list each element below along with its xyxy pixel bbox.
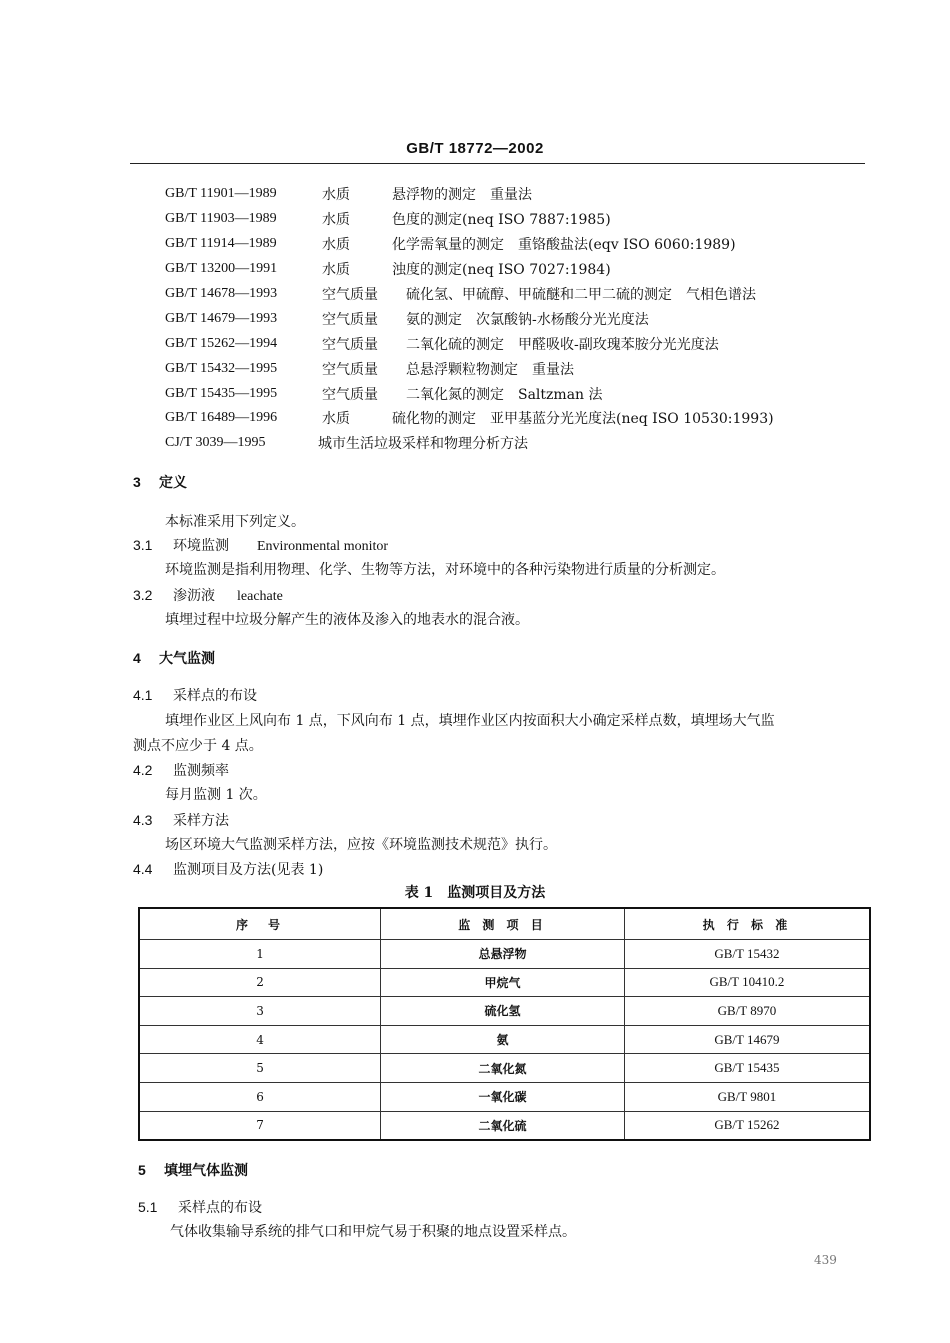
reference-category: 空气质量 — [322, 361, 378, 378]
reference-category: 水质 — [322, 187, 350, 204]
row-number: 7 — [139, 1111, 381, 1140]
reference-item — [165, 306, 774, 331]
page-number: 439 — [814, 1253, 837, 1267]
reference-code: GB/T 15435—1995 — [165, 385, 278, 401]
section-5-1-text: 气体收集输导系统的排气口和甲烷气易于积聚的地点设置采样点。 — [170, 1224, 576, 1240]
reference-title: 氨的测定 次氯酸钠-水杨酸分光光度法 — [406, 311, 649, 328]
reference-category: 空气质量 — [322, 287, 378, 303]
reference-code: GB/T 14678—1993 — [165, 286, 278, 301]
section-5-heading: 5 填埋气体监测 — [138, 1162, 248, 1179]
reference-category: 水质 — [322, 212, 350, 229]
row-standard: GB/T 15262 — [624, 1111, 870, 1140]
section-4-1-text-line-2: 测点不应少于 4 点。 — [133, 738, 263, 754]
row-number: 2 — [139, 968, 381, 997]
section-4-2-heading: 4.2 监测频率 — [133, 762, 229, 779]
reference-title: 二氧化氮的测定 Saltzman 法 — [406, 386, 603, 403]
reference-category: 空气质量 — [322, 336, 378, 353]
row-number: 6 — [139, 1082, 381, 1111]
reference-code: GB/T 13200—1991 — [165, 261, 278, 277]
reference-category: 水质 — [322, 411, 350, 428]
definition-3-2-text: 填埋过程中垃圾分解产生的液体及渗入的地表水的混合液。 — [165, 612, 529, 628]
reference-title: 色度的测定(neq ISO 7887:1985) — [392, 212, 611, 229]
reference-title: 总悬浮颗粒物测定 重量法 — [406, 361, 574, 378]
reference-item — [165, 406, 774, 431]
section-3-intro: 本标准采用下列定义。 — [165, 514, 305, 530]
row-item: 二氧化硫 — [381, 1111, 625, 1140]
reference-item — [165, 282, 774, 307]
table-row — [139, 940, 870, 969]
reference-category: 空气质量 — [322, 386, 378, 403]
table-row — [139, 1082, 870, 1111]
row-standard: GB/T 15435 — [624, 1054, 870, 1083]
reference-code: CJ/T 3039—1995 — [165, 435, 266, 451]
row-item: 氨 — [381, 1025, 625, 1054]
reference-code: GB/T 14679—1993 — [165, 310, 278, 326]
row-number: 4 — [139, 1025, 381, 1054]
row-standard: GB/T 14679 — [624, 1025, 870, 1054]
reference-code: GB/T 16489—1996 — [165, 410, 278, 426]
table-caption: 表 1 监测项目及方法 — [404, 885, 546, 901]
column-header-number: 序 号 — [139, 908, 381, 940]
table-header-row — [139, 908, 870, 940]
monitoring-table — [138, 907, 871, 1141]
section-4-4-heading: 4.4 监测项目及方法(见表 1) — [133, 861, 324, 878]
row-item: 二氧化氮 — [381, 1054, 625, 1083]
reference-code: GB/T 15262—1994 — [165, 335, 278, 351]
reference-item — [165, 431, 774, 456]
reference-code: GB/T 15432—1995 — [165, 360, 278, 376]
reference-item — [165, 356, 774, 381]
section-5-1-heading: 5.1 采样点的布设 — [138, 1199, 262, 1216]
section-4-1-heading: 4.1 采样点的布设 — [133, 687, 257, 704]
reference-title: 浊度的测定(neq ISO 7027:1984) — [392, 262, 611, 279]
reference-title: 悬浮物的测定 重量法 — [392, 187, 532, 204]
table-row — [139, 997, 870, 1026]
reference-title: 城市生活垃圾采样和物理分析方法 — [318, 436, 528, 453]
reference-category: 水质 — [322, 237, 350, 254]
row-number: 3 — [139, 997, 381, 1026]
section-4-1-text-line-1: 填埋作业区上风向布 1 点，下风向布 1 点，填埋作业区内按面积大小确定采样点数，填埋场大气监 — [165, 713, 775, 729]
row-item: 一氧化碳 — [381, 1082, 625, 1111]
section-3-heading: 3 定义 — [133, 474, 187, 491]
row-item: 甲烷气 — [381, 968, 625, 997]
table-row — [139, 1025, 870, 1054]
column-header-item: 监 测 项 目 — [381, 908, 625, 940]
reference-list — [165, 182, 774, 456]
page-header: GB/T 18772—2002 — [406, 140, 544, 157]
section-4-2-text: 每月监测 1 次。 — [165, 787, 267, 803]
section-4-3-heading: 4.3 采样方法 — [133, 812, 229, 829]
row-standard: GB/T 9801 — [624, 1082, 870, 1111]
reference-item — [165, 182, 774, 207]
reference-item — [165, 331, 774, 356]
reference-title: 硫化氢、甲硫醇、甲硫醚和二甲二硫的测定 气相色谱法 — [406, 287, 756, 303]
reference-title: 硫化物的测定 亚甲基蓝分光光度法(neq ISO 10530:1993) — [392, 411, 774, 428]
row-standard: GB/T 8970 — [624, 997, 870, 1026]
row-number: 5 — [139, 1054, 381, 1083]
definition-3-1-heading: 3.1 环境监测 Environmental monitor — [133, 537, 389, 554]
table-row — [139, 968, 870, 997]
reference-item — [165, 257, 774, 282]
section-4-3-text: 场区环境大气监测采样方法，应按《环境监测技术规范》执行。 — [165, 837, 557, 853]
reference-title: 化学需氧量的测定 重铬酸盐法(eqv ISO 6060:1989) — [392, 237, 736, 254]
row-standard: GB/T 10410.2 — [624, 968, 870, 997]
column-header-standard: 执 行 标 准 — [624, 908, 870, 940]
reference-title: 二氧化硫的测定 甲醛吸收-副玫瑰苯胺分光光度法 — [406, 336, 719, 353]
table-row — [139, 1111, 870, 1140]
row-standard: GB/T 15432 — [624, 940, 870, 969]
reference-code: GB/T 11903—1989 — [165, 211, 277, 227]
definition-3-1-text: 环境监测是指利用物理、化学、生物等方法，对环境中的各种污染物进行质量的分析测定。 — [165, 562, 725, 578]
row-item: 硫化氢 — [381, 997, 625, 1026]
reference-category: 水质 — [322, 262, 350, 279]
definition-3-2-heading: 3.2 渗沥液 leachate — [133, 587, 283, 604]
row-number: 1 — [139, 940, 381, 969]
reference-code: GB/T 11914—1989 — [165, 236, 277, 252]
row-item: 总悬浮物 — [381, 940, 625, 969]
reference-code: GB/T 11901—1989 — [165, 186, 277, 202]
reference-item — [165, 232, 774, 257]
table-row — [139, 1054, 870, 1083]
reference-item — [165, 207, 774, 232]
reference-item — [165, 381, 774, 406]
header-rule — [130, 163, 865, 164]
reference-category: 空气质量 — [322, 311, 378, 328]
section-4-heading: 4 大气监测 — [133, 650, 215, 667]
